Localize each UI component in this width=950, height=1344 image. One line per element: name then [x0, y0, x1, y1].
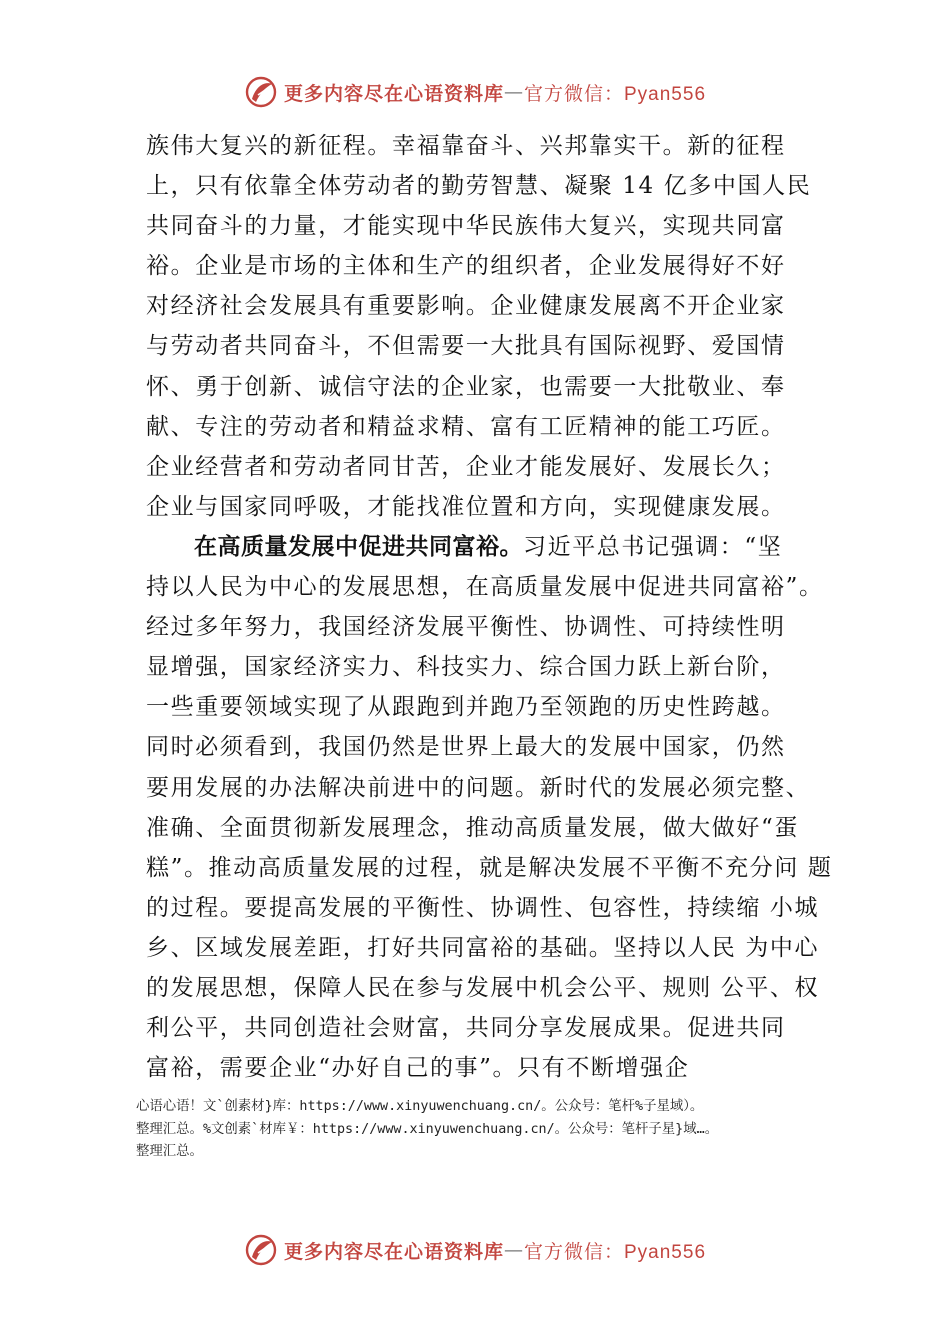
section-heading-line: [146, 527, 836, 567]
body-line: 与劳动者共同奋斗，不但需要一大批具有国际视野、爱国情: [146, 333, 786, 360]
body-line: 显增强，国家经济实力、科技实力、综合国力跃上新台阶，: [146, 654, 786, 681]
body-line: 裕。企业是市场的主体和生产的组织者，企业发展得好不好: [146, 253, 786, 280]
body-line: 的发展思想，保障人民在参与发展中机会公平、规则 公平、权: [146, 974, 820, 1001]
body-line: 同时必须看到，我国仍然是世界上最大的发展中国家，仍然: [146, 734, 786, 761]
body-line: 的过程。要提高发展的平衡性、协调性、包容性，持续缩 小城: [146, 894, 820, 921]
footer-wechat: 官方微信：Pyan556: [524, 1241, 707, 1263]
body-line: 献、专注的劳动者和精益求精、富有工匠精神的能工巧匠。: [146, 413, 786, 440]
header-banner: [0, 70, 950, 114]
header-main-text: 更多内容尽在心语资料库: [283, 82, 504, 105]
header-wechat: 官方微信：Pyan556: [524, 83, 707, 105]
footer-banner: [0, 1228, 950, 1272]
body-line: 富裕，需要企业“办好自己的事”。只有不断增强企: [146, 1055, 690, 1082]
body-line: 准确、全面贯彻新发展理念，推动高质量发展，做大做好“蛋: [146, 814, 799, 841]
body-line: 企业经营者和劳动者同甘苦，企业才能发展好、发展长久；: [146, 453, 786, 480]
footnote-line: 整理汇总。: [136, 1144, 203, 1159]
body-line: 持以人民为中心的发展思想，在高质量发展中促进共同富裕”。: [146, 574, 824, 601]
document-body: [146, 126, 836, 1088]
body-line: 共同奋斗的力量，才能实现中华民族伟大复兴，实现共同富: [146, 213, 786, 240]
brand-logo-icon: [244, 1233, 278, 1267]
body-line: 一些重要领域实现了从跟跑到并跑乃至领跑的历史性跨越。: [146, 694, 786, 721]
body-line: 糕”。推动高质量发展的过程，就是解决发展不平衡不充分问 题: [146, 854, 833, 881]
body-line: 对经济社会发展具有重要影响。企业健康发展离不开企业家: [146, 293, 786, 320]
brand-logo-icon: [244, 75, 278, 109]
section-heading-rest: 习近平总书记强调：“坚: [523, 533, 783, 560]
header-separator: —: [504, 81, 524, 103]
body-line: 经过多年努力，我国经济发展平衡性、协调性、可持续性明: [146, 614, 786, 641]
footnote-line: 心语心语！文`创素材}库：https://www.xinyuwenchuang.cn/。公众号：笔杆%子星域）。: [136, 1099, 704, 1114]
body-line: 利公平，共同创造社会财富，共同分享发展成果。促进共同: [146, 1015, 786, 1042]
body-line: 上，只有依靠全体劳动者的勤劳智慧、凝聚 14 亿多中国人民: [146, 173, 812, 200]
footer-separator: —: [504, 1239, 524, 1261]
body-line: 要用发展的办法解决前进中的问题。新时代的发展必须完整、: [146, 774, 811, 801]
body-line: 乡、区域发展差距，打好共同富裕的基础。坚持以人民 为中心: [146, 934, 820, 961]
section-heading: 在高质量发展中促进共同富裕。: [194, 533, 523, 560]
footnotes: [136, 1096, 850, 1164]
footer-main-text: 更多内容尽在心语资料库: [283, 1240, 504, 1263]
body-line: 怀、勇于创新、诚信守法的企业家，也需要一大批敬业、奉: [146, 373, 786, 400]
body-line: 族伟大复兴的新征程。幸福靠奋斗、兴邦靠实干。新的征程: [146, 133, 786, 159]
body-line: 企业与国家同呼吸，才能找准位置和方向，实现健康发展。: [146, 493, 786, 520]
footnote-line: 整理汇总。%文创素`材库￥：https://www.xinyuwenchuang.cn/。公众号：笔杆子星}域…。: [136, 1121, 719, 1137]
